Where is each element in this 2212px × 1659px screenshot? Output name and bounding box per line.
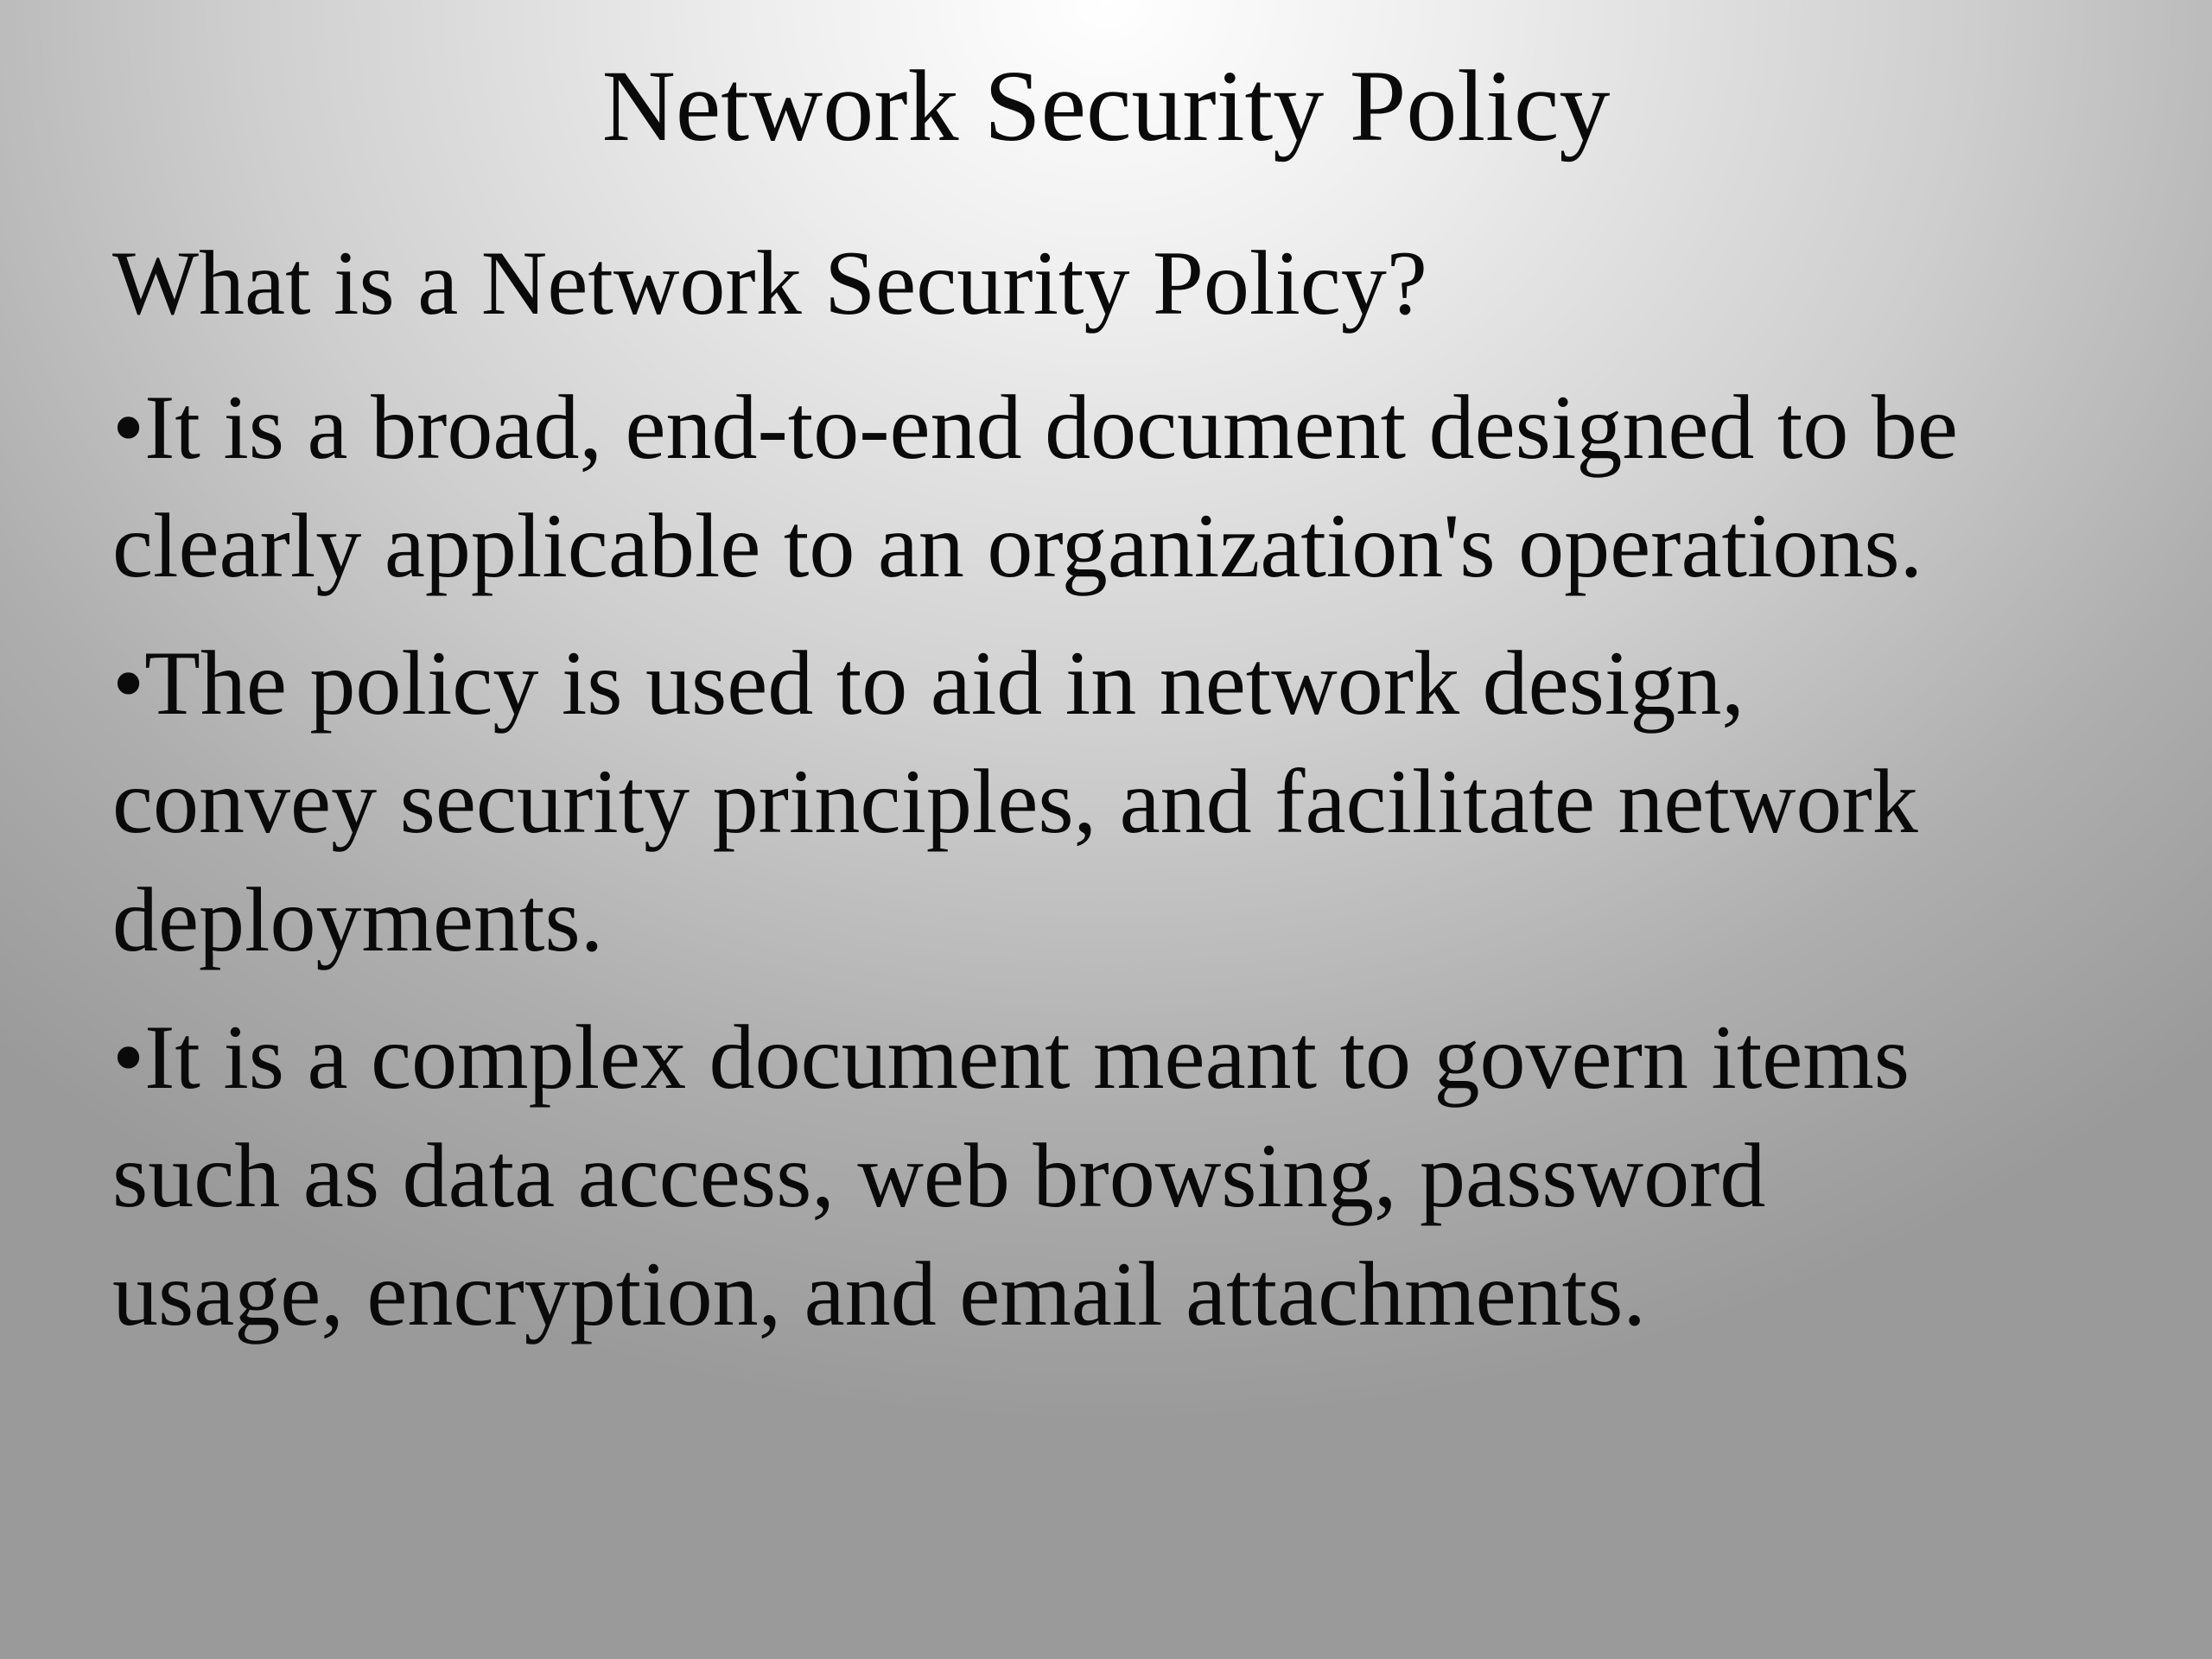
slide-subtitle: What is a Network Security Policy? bbox=[112, 232, 1427, 334]
bullet-line: •It is a complex document meant to govern items bbox=[112, 1007, 1910, 1108]
bullet-item bbox=[112, 368, 2134, 605]
bullet-line: clearly applicable to an organization's operations. bbox=[112, 495, 1923, 596]
bullet-line: •It is a broad, end-to-end document designed to be bbox=[112, 377, 1958, 478]
slide-title: Network Security Policy bbox=[601, 49, 1611, 162]
bullet-item bbox=[112, 624, 2134, 979]
bullet-item bbox=[112, 998, 2134, 1353]
bullet-list bbox=[112, 368, 2134, 1372]
bullet-line: •The policy is used to aid in network design, bbox=[112, 632, 1745, 734]
bullet-line: usage, encryption, and email attachments. bbox=[112, 1243, 1646, 1344]
bullet-line: such as data access, web browsing, password bbox=[112, 1125, 1766, 1226]
bullet-line: deployments. bbox=[112, 869, 604, 970]
bullet-line: convey security principles, and facilitate network bbox=[112, 751, 1918, 852]
